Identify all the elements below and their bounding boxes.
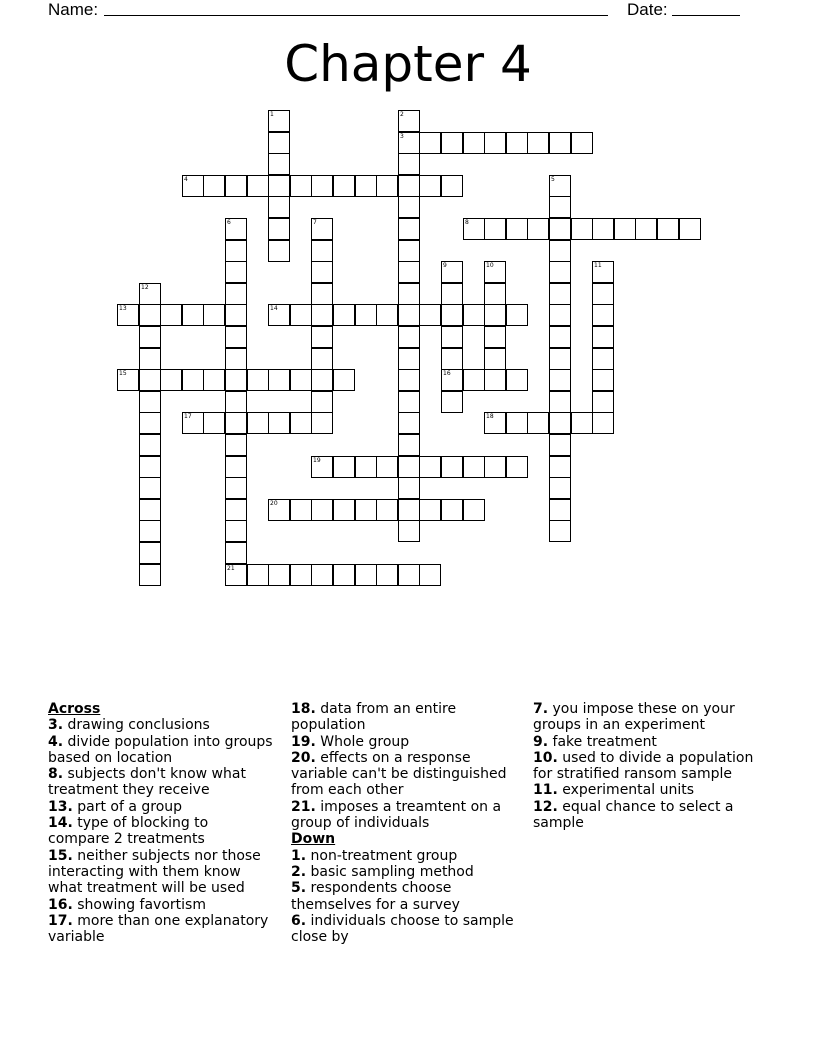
crossword-cell[interactable] <box>333 304 355 326</box>
crossword-cell[interactable] <box>139 412 161 434</box>
clue-number: 16 <box>443 370 451 377</box>
crossword-cell[interactable] <box>441 132 463 154</box>
crossword-cell[interactable] <box>290 304 312 326</box>
clue-text: drawing conclusions <box>63 717 210 734</box>
clue-number-label: 14. <box>48 815 73 832</box>
crossword-cell[interactable] <box>225 456 247 478</box>
clue-number-label: 11. <box>533 782 558 799</box>
crossword-cell[interactable] <box>592 304 614 326</box>
clue-19 <box>291 734 516 750</box>
crossword-cell[interactable] <box>225 477 247 499</box>
crossword-cell[interactable] <box>355 304 377 326</box>
crossword-cell[interactable] <box>484 326 506 348</box>
crossword-cell[interactable] <box>592 283 614 305</box>
clue-number: 20 <box>270 500 278 507</box>
clue-text: basic sampling method <box>306 863 474 880</box>
crossword-cell[interactable] <box>290 499 312 521</box>
crossword-cell[interactable] <box>268 240 290 262</box>
crossword-cell[interactable] <box>203 175 225 197</box>
clue-2 <box>291 864 516 880</box>
crossword-cell[interactable] <box>441 369 463 391</box>
clue-3 <box>48 717 273 733</box>
crossword-cell[interactable] <box>225 261 247 283</box>
crossword-cell[interactable] <box>311 391 333 413</box>
clue-number-label: 7. <box>533 701 549 717</box>
crossword-cell[interactable] <box>311 412 333 434</box>
crossword-cell[interactable] <box>441 499 463 521</box>
crossword-cell[interactable] <box>441 304 463 326</box>
crossword-cell[interactable] <box>592 391 614 413</box>
crossword-cell[interactable] <box>333 369 355 391</box>
clue-16 <box>48 897 273 913</box>
clue-number: 2 <box>400 111 404 118</box>
clue-text: you impose these on your groups in an experiment <box>533 701 735 734</box>
crossword-cell[interactable] <box>311 175 333 197</box>
clue-number: 10 <box>486 262 494 269</box>
crossword-cell[interactable] <box>506 412 528 434</box>
crossword-cell[interactable] <box>484 132 506 154</box>
crossword-cell[interactable] <box>506 304 528 326</box>
crossword-cell[interactable] <box>398 218 420 240</box>
crossword-cell[interactable] <box>484 456 506 478</box>
crossword-cell[interactable] <box>506 369 528 391</box>
across-heading: Across <box>48 701 101 717</box>
clue-number-label: 18. <box>291 701 316 717</box>
clue-text: subjects don't know what treatment they receive <box>48 766 246 799</box>
crossword-cell[interactable] <box>592 348 614 370</box>
crossword-cell[interactable] <box>247 369 269 391</box>
clue-number: 12 <box>141 284 149 291</box>
crossword-cell[interactable] <box>484 261 506 283</box>
crossword-cell[interactable] <box>225 369 247 391</box>
crossword-cell[interactable] <box>441 261 463 283</box>
crossword-cell[interactable] <box>527 412 549 434</box>
clue-number-label: 2. <box>291 863 307 880</box>
crossword-cell[interactable] <box>225 218 247 240</box>
crossword-cell[interactable] <box>419 304 441 326</box>
clue-number-label: 9. <box>533 733 549 750</box>
clue-column-3 <box>533 701 773 831</box>
crossword-cell[interactable] <box>679 218 701 240</box>
clue-text: non-treatment group <box>306 847 458 864</box>
crossword-cell[interactable] <box>290 412 312 434</box>
crossword-cell[interactable] <box>203 369 225 391</box>
page-title: Chapter 4 <box>284 35 532 93</box>
clue-6 <box>291 913 516 946</box>
crossword-cell[interactable] <box>463 499 485 521</box>
crossword-cell[interactable] <box>355 456 377 478</box>
crossword-cell[interactable] <box>268 564 290 586</box>
crossword-cell[interactable] <box>441 348 463 370</box>
crossword-cell[interactable] <box>398 261 420 283</box>
crossword-cell[interactable] <box>398 283 420 305</box>
crossword-cell[interactable] <box>398 326 420 348</box>
clue-4 <box>48 734 273 767</box>
crossword-cell[interactable] <box>247 412 269 434</box>
crossword-cell[interactable] <box>268 110 290 132</box>
crossword-cell[interactable] <box>549 218 571 240</box>
clue-number-label: 8. <box>48 766 64 783</box>
clue-number-label: 20. <box>291 749 316 766</box>
crossword-cell[interactable] <box>484 304 506 326</box>
crossword-cell[interactable] <box>311 283 333 305</box>
crossword-cell[interactable] <box>290 175 312 197</box>
crossword-cell[interactable] <box>398 196 420 218</box>
crossword-cell[interactable] <box>571 218 593 240</box>
crossword-cell[interactable] <box>527 218 549 240</box>
crossword-cell[interactable] <box>549 240 571 262</box>
clue-text: experimental units <box>557 782 695 799</box>
clue-15 <box>48 848 273 897</box>
crossword-cell[interactable] <box>311 261 333 283</box>
clue-column-2 <box>291 701 516 945</box>
clue-11 <box>533 782 773 798</box>
crossword-cell[interactable] <box>225 499 247 521</box>
crossword-cell[interactable] <box>203 304 225 326</box>
crossword-cell[interactable] <box>203 412 225 434</box>
crossword-cell[interactable] <box>657 218 679 240</box>
crossword-cell[interactable] <box>484 412 506 434</box>
clue-18 <box>291 701 516 734</box>
crossword-cell[interactable] <box>549 261 571 283</box>
crossword-cell[interactable] <box>592 218 614 240</box>
crossword-cell[interactable] <box>398 132 420 154</box>
clue-text: respondents choose themselves for a survey <box>291 880 460 913</box>
crossword-cell[interactable] <box>549 132 571 154</box>
crossword-cell[interactable] <box>549 520 571 542</box>
crossword-cell[interactable] <box>549 304 571 326</box>
crossword-cell[interactable] <box>463 218 485 240</box>
crossword-cell[interactable] <box>463 369 485 391</box>
clue-number: 11 <box>594 262 602 269</box>
clue-text: individuals choose to sample close by <box>291 912 514 946</box>
crossword-cell[interactable] <box>376 456 398 478</box>
crossword-cell[interactable] <box>506 218 528 240</box>
crossword-cell[interactable] <box>398 434 420 456</box>
crossword-cell[interactable] <box>333 456 355 478</box>
clue-number: 13 <box>119 305 127 312</box>
crossword-cell[interactable] <box>117 304 139 326</box>
crossword-cell[interactable] <box>225 175 247 197</box>
crossword-cell[interactable] <box>549 412 571 434</box>
crossword-cell[interactable] <box>225 304 247 326</box>
crossword-cell[interactable] <box>549 196 571 218</box>
clue-number: 15 <box>119 370 127 377</box>
crossword-cell[interactable] <box>247 175 269 197</box>
crossword-cell[interactable] <box>549 391 571 413</box>
crossword-cell[interactable] <box>398 564 420 586</box>
clue-21 <box>291 799 516 832</box>
crossword-cell[interactable] <box>484 348 506 370</box>
down-heading: Down <box>291 831 336 848</box>
crossword-cell[interactable] <box>225 542 247 564</box>
crossword-cell[interactable] <box>527 132 549 154</box>
crossword-cell[interactable] <box>463 304 485 326</box>
clue-number: 8 <box>465 219 469 226</box>
clue-number: 1 <box>270 111 274 118</box>
clue-number-label: 6. <box>291 912 307 929</box>
crossword-cell[interactable] <box>139 542 161 564</box>
crossword-cell[interactable] <box>311 218 333 240</box>
crossword-cell[interactable] <box>268 196 290 218</box>
crossword-cell[interactable] <box>117 369 139 391</box>
crossword-cell[interactable] <box>484 283 506 305</box>
crossword-cell[interactable] <box>484 369 506 391</box>
crossword-cell[interactable] <box>398 456 420 478</box>
crossword-cell[interactable] <box>441 326 463 348</box>
crossword-cell[interactable] <box>549 175 571 197</box>
crossword-cell[interactable] <box>419 175 441 197</box>
crossword-cell[interactable] <box>225 240 247 262</box>
clue-14 <box>48 815 273 848</box>
crossword-cell[interactable] <box>225 412 247 434</box>
clue-text: neither subjects nor those interacting with them know what treatment will be used <box>48 847 261 897</box>
crossword-cell[interactable] <box>398 369 420 391</box>
crossword-cell[interactable] <box>441 391 463 413</box>
crossword-cell[interactable] <box>268 132 290 154</box>
clue-text: showing favortism <box>72 896 206 913</box>
clue-number: 9 <box>443 262 447 269</box>
clue-text: more than one explanatory variable <box>48 912 269 946</box>
crossword-cell[interactable] <box>484 218 506 240</box>
crossword-cell[interactable] <box>311 326 333 348</box>
clue-number-label: 5. <box>291 880 307 897</box>
clue-number: 18 <box>486 413 494 420</box>
crossword-cell[interactable] <box>398 240 420 262</box>
crossword-cell[interactable] <box>549 434 571 456</box>
crossword-cell[interactable] <box>225 520 247 542</box>
clue-text: fake treatment <box>548 733 657 750</box>
crossword-cell[interactable] <box>549 499 571 521</box>
crossword-cell[interactable] <box>398 153 420 175</box>
crossword-cell[interactable] <box>311 564 333 586</box>
clue-number-label: 21. <box>291 798 316 815</box>
clue-7 <box>533 701 773 734</box>
clue-1 <box>291 848 516 864</box>
clue-text: Whole group <box>315 733 410 750</box>
clue-number-label: 17. <box>48 912 73 929</box>
crossword-cell[interactable] <box>398 110 420 132</box>
crossword-cell[interactable] <box>333 499 355 521</box>
crossword-cell[interactable] <box>268 499 290 521</box>
crossword-cell[interactable] <box>139 283 161 305</box>
crossword-cell[interactable] <box>333 564 355 586</box>
crossword-cell[interactable] <box>549 348 571 370</box>
crossword-cell[interactable] <box>160 304 182 326</box>
crossword-cell[interactable] <box>549 456 571 478</box>
crossword-cell[interactable] <box>549 477 571 499</box>
crossword-cell[interactable] <box>160 369 182 391</box>
crossword-cell[interactable] <box>506 456 528 478</box>
clue-number: 19 <box>313 457 321 464</box>
crossword-cell[interactable] <box>139 348 161 370</box>
crossword-cell[interactable] <box>355 564 377 586</box>
clue-text: part of a group <box>72 798 183 815</box>
clue-number: 4 <box>184 176 188 183</box>
crossword-cell[interactable] <box>376 304 398 326</box>
clue-5 <box>291 880 516 913</box>
clue-number: 14 <box>270 305 278 312</box>
crossword-cell[interactable] <box>376 564 398 586</box>
crossword-cell[interactable] <box>139 456 161 478</box>
crossword-cell[interactable] <box>311 369 333 391</box>
clue-text: divide population into groups based on location <box>48 733 273 766</box>
crossword-cell[interactable] <box>419 499 441 521</box>
crossword-cell[interactable] <box>225 391 247 413</box>
clue-text: type of blocking to compare 2 treatments <box>48 815 209 848</box>
clue-text: data from an entire population <box>291 701 457 734</box>
crossword-cell[interactable] <box>614 218 636 240</box>
clue-column-1 <box>48 701 273 945</box>
crossword-cell[interactable] <box>139 520 161 542</box>
clue-number-label: 15. <box>48 847 73 864</box>
clue-8 <box>48 766 273 799</box>
crossword-cell[interactable] <box>247 564 269 586</box>
crossword-cell[interactable] <box>139 499 161 521</box>
clue-number-label: 12. <box>533 798 558 815</box>
clue-text: used to divide a population for stratified ransom sample <box>533 749 754 783</box>
crossword-cell[interactable] <box>376 499 398 521</box>
crossword-cell[interactable] <box>398 477 420 499</box>
crossword-cell[interactable] <box>441 283 463 305</box>
crossword-cell[interactable] <box>290 564 312 586</box>
clue-number-label: 10. <box>533 749 558 766</box>
crossword-cell[interactable] <box>398 348 420 370</box>
crossword-cell[interactable] <box>311 499 333 521</box>
clue-number: 7 <box>313 219 317 226</box>
crossword-cell[interactable] <box>441 175 463 197</box>
clue-number: 3 <box>400 133 404 140</box>
clue-number-label: 16. <box>48 896 73 913</box>
crossword-cell[interactable] <box>398 175 420 197</box>
crossword-cell[interactable] <box>268 218 290 240</box>
crossword-cell[interactable] <box>225 564 247 586</box>
clue-12 <box>533 799 773 832</box>
crossword-cell[interactable] <box>463 456 485 478</box>
clue-text: imposes a treamtent on a group of individuals <box>291 798 502 832</box>
crossword-cell[interactable] <box>139 369 161 391</box>
crossword-cell[interactable] <box>635 218 657 240</box>
crossword-cell[interactable] <box>592 326 614 348</box>
crossword-cell[interactable] <box>441 456 463 478</box>
crossword-cell[interactable] <box>398 520 420 542</box>
crossword-cell[interactable] <box>355 499 377 521</box>
clue-number-label: 1. <box>291 847 307 864</box>
clue-10 <box>533 750 773 783</box>
crossword-cell[interactable] <box>268 175 290 197</box>
crossword-cell[interactable] <box>311 348 333 370</box>
crossword-cell[interactable] <box>592 412 614 434</box>
clue-17 <box>48 913 273 946</box>
crossword-cell[interactable] <box>398 499 420 521</box>
crossword-cell[interactable] <box>311 304 333 326</box>
crossword-cell[interactable] <box>182 412 204 434</box>
crossword-cell[interactable] <box>571 132 593 154</box>
crossword-cell[interactable] <box>333 175 355 197</box>
clue-number: 21 <box>227 565 235 572</box>
crossword-cell[interactable] <box>463 132 485 154</box>
clue-number: 17 <box>184 413 192 420</box>
crossword-cell[interactable] <box>139 304 161 326</box>
crossword-cell[interactable] <box>398 391 420 413</box>
clue-number-label: 4. <box>48 733 64 750</box>
crossword-cell[interactable] <box>225 326 247 348</box>
crossword-cell[interactable] <box>549 283 571 305</box>
crossword-cell[interactable] <box>419 456 441 478</box>
crossword-cell[interactable] <box>139 391 161 413</box>
crossword-cell[interactable] <box>225 434 247 456</box>
clue-9 <box>533 734 773 750</box>
crossword-cell[interactable] <box>290 369 312 391</box>
crossword-cell[interactable] <box>139 564 161 586</box>
clue-20 <box>291 750 516 799</box>
crossword-cell[interactable] <box>268 153 290 175</box>
crossword-cell[interactable] <box>139 477 161 499</box>
crossword-cell[interactable] <box>592 261 614 283</box>
crossword-cell[interactable] <box>571 412 593 434</box>
crossword-cell[interactable] <box>311 456 333 478</box>
crossword-cell[interactable] <box>268 304 290 326</box>
crossword-cell[interactable] <box>182 304 204 326</box>
crossword-cell[interactable] <box>268 369 290 391</box>
crossword-cell[interactable] <box>398 304 420 326</box>
crossword-cell[interactable] <box>398 412 420 434</box>
date-label: Date: <box>627 0 668 19</box>
crossword-cell[interactable] <box>506 132 528 154</box>
crossword-cell[interactable] <box>376 175 398 197</box>
clue-number-label: 19. <box>291 733 316 750</box>
clue-number-label: 3. <box>48 717 64 734</box>
clue-number-label: 13. <box>48 798 73 815</box>
crossword-cell[interactable] <box>549 369 571 391</box>
clue-number: 5 <box>551 176 555 183</box>
crossword-cell[interactable] <box>355 175 377 197</box>
crossword-cell[interactable] <box>182 369 204 391</box>
clue-text: equal chance to select a sample <box>533 798 734 832</box>
crossword-cell[interactable] <box>592 369 614 391</box>
crossword-cell[interactable] <box>225 348 247 370</box>
clue-13 <box>48 799 273 815</box>
crossword-cell[interactable] <box>182 175 204 197</box>
crossword-cell[interactable] <box>268 412 290 434</box>
crossword-cell[interactable] <box>139 434 161 456</box>
crossword-cell[interactable] <box>419 132 441 154</box>
clue-text: effects on a response variable can't be distinguished from each other <box>291 749 507 799</box>
name-label: Name: <box>48 0 99 19</box>
crossword-cell[interactable] <box>311 240 333 262</box>
crossword-cell[interactable] <box>225 283 247 305</box>
crossword-cell[interactable] <box>139 326 161 348</box>
clue-number: 6 <box>227 219 231 226</box>
crossword-cell[interactable] <box>419 564 441 586</box>
crossword-cell[interactable] <box>549 326 571 348</box>
